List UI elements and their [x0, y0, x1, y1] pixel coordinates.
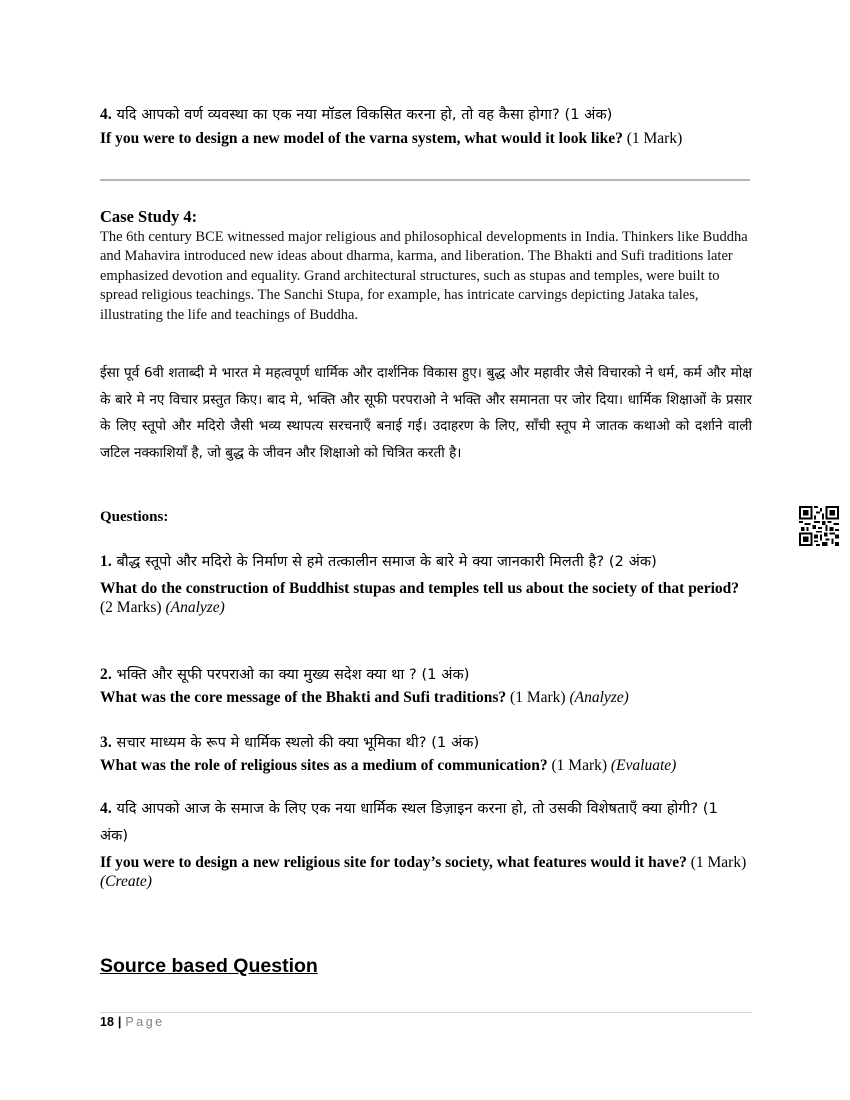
question-english: What was the core message of the Bhakti and Sufi traditions? [100, 689, 507, 706]
question-number: 2. [100, 666, 112, 683]
question-english: If you were to design a new model of the varna system, what would it look like? [100, 130, 623, 147]
question-tag: (Analyze) [165, 599, 225, 616]
question-3 [100, 732, 760, 775]
question-1 [100, 548, 760, 617]
question-number: 1. [100, 553, 112, 570]
footer-separator: | [117, 1015, 122, 1029]
question-number: 4. [100, 800, 112, 817]
question-2 [100, 664, 760, 707]
page-number: 18 [100, 1015, 114, 1029]
questions-label: Questions: [100, 509, 169, 525]
question-4 [100, 795, 760, 891]
case-study-heading: Case Study 4: [100, 207, 198, 226]
source-based-heading: Source based Question [100, 955, 318, 977]
question-hindi: यदि आपको आज के समाज के लिए एक नया धार्मिक स्थल डिज़ाइन करना हो, तो उसकी विशेषताएँ क्या होगी? (1 अंक) [100, 801, 718, 844]
page-footer [100, 1015, 165, 1029]
question-hindi: बौद्ध स्तूपो और मदिरो के निर्माण से हमे तत्कालीन समाज के बारे मे क्या जानकारी मिलती है? (2 अंक) [116, 554, 657, 570]
question-marks: (2 Marks) [100, 599, 162, 616]
question-marks: (1 Mark) [551, 757, 608, 774]
question-english: If you were to design a new religious site for today’s society, what features would it have? [100, 854, 687, 871]
question-marks: (1 Mark) [626, 130, 683, 147]
question-number: 4. [100, 106, 112, 123]
question-hindi: यदि आपको वर्ण व्यवस्था का एक नया मॉडल विकसित करना हो, तो वह कैसा होगा? (1 अंक) [116, 107, 613, 123]
question-english: What was the role of religious sites as a medium of communication? [100, 757, 548, 774]
page-word: Page [125, 1015, 165, 1029]
question-marks: (1 Mark) [690, 854, 747, 871]
footer-divider [100, 1012, 752, 1013]
question-number: 3. [100, 734, 112, 751]
question-hindi: भक्ति और सूफी परपराओ का क्या मुख्य सदेश क्या था ? (1 अंक) [116, 667, 470, 683]
question-marks: (1 Mark) [510, 689, 566, 706]
case-study-text-en: The 6th century BCE witnessed major religious and philosophical developments in India. Thinkers like Buddha and Mahavira introduced new ideas about dharma, karma, and liberation. The Bhakti and Sufi traditions later emphasized devotion and equality. Grand architectural structures, such as stupas and temples, were built to spread religious teachings. The Sanchi Stupa, for example, has intricate carvings depicting Jataka tales, illustrating the life and teachings of Buddha. [100, 229, 748, 323]
case-study-text-hi: ईसा पूर्व 6वी शताब्दी मे भारत मे महत्वपूर्ण धार्मिक और दार्शनिक विकास हुए। बुद्ध और महावीर जैसे विचारको ने धर्म, कर्म और मोक्ष के बारे मे नए विचार प्रस्तुत किए। बाद मे, भक्ति और सूफी परपराओ ने भक्ति और समानता पर जोर दिया। धार्मिक शिक्षाओं के प्रसार के लिए स्तूपो और मदिरो जैसी भव्य स्थापत्य सरचनाएँ बनाई गई। उदाहरण के लिए, साँची स्तूप मे जातक कथाओ को दर्शाने वाली जटिल नक्काशियाँ है, जो बुद्ध के जीवन और शिक्षाओ को चित्रित करती है। [100, 365, 752, 461]
question-tag: (Create) [100, 873, 152, 890]
question-tag: (Evaluate) [610, 757, 677, 774]
section-divider [100, 179, 750, 181]
case-study [100, 207, 752, 325]
top-question [100, 104, 760, 148]
question-english: What do the construction of Buddhist stupas and temples tell us about the society of that period? [100, 580, 739, 597]
question-tag: (Analyze) [569, 689, 629, 706]
question-hindi: सचार माध्यम के रूप मे धार्मिक स्थलो की क्या भूमिका थी? (1 अंक) [116, 735, 480, 751]
qr-code-icon [799, 506, 839, 546]
